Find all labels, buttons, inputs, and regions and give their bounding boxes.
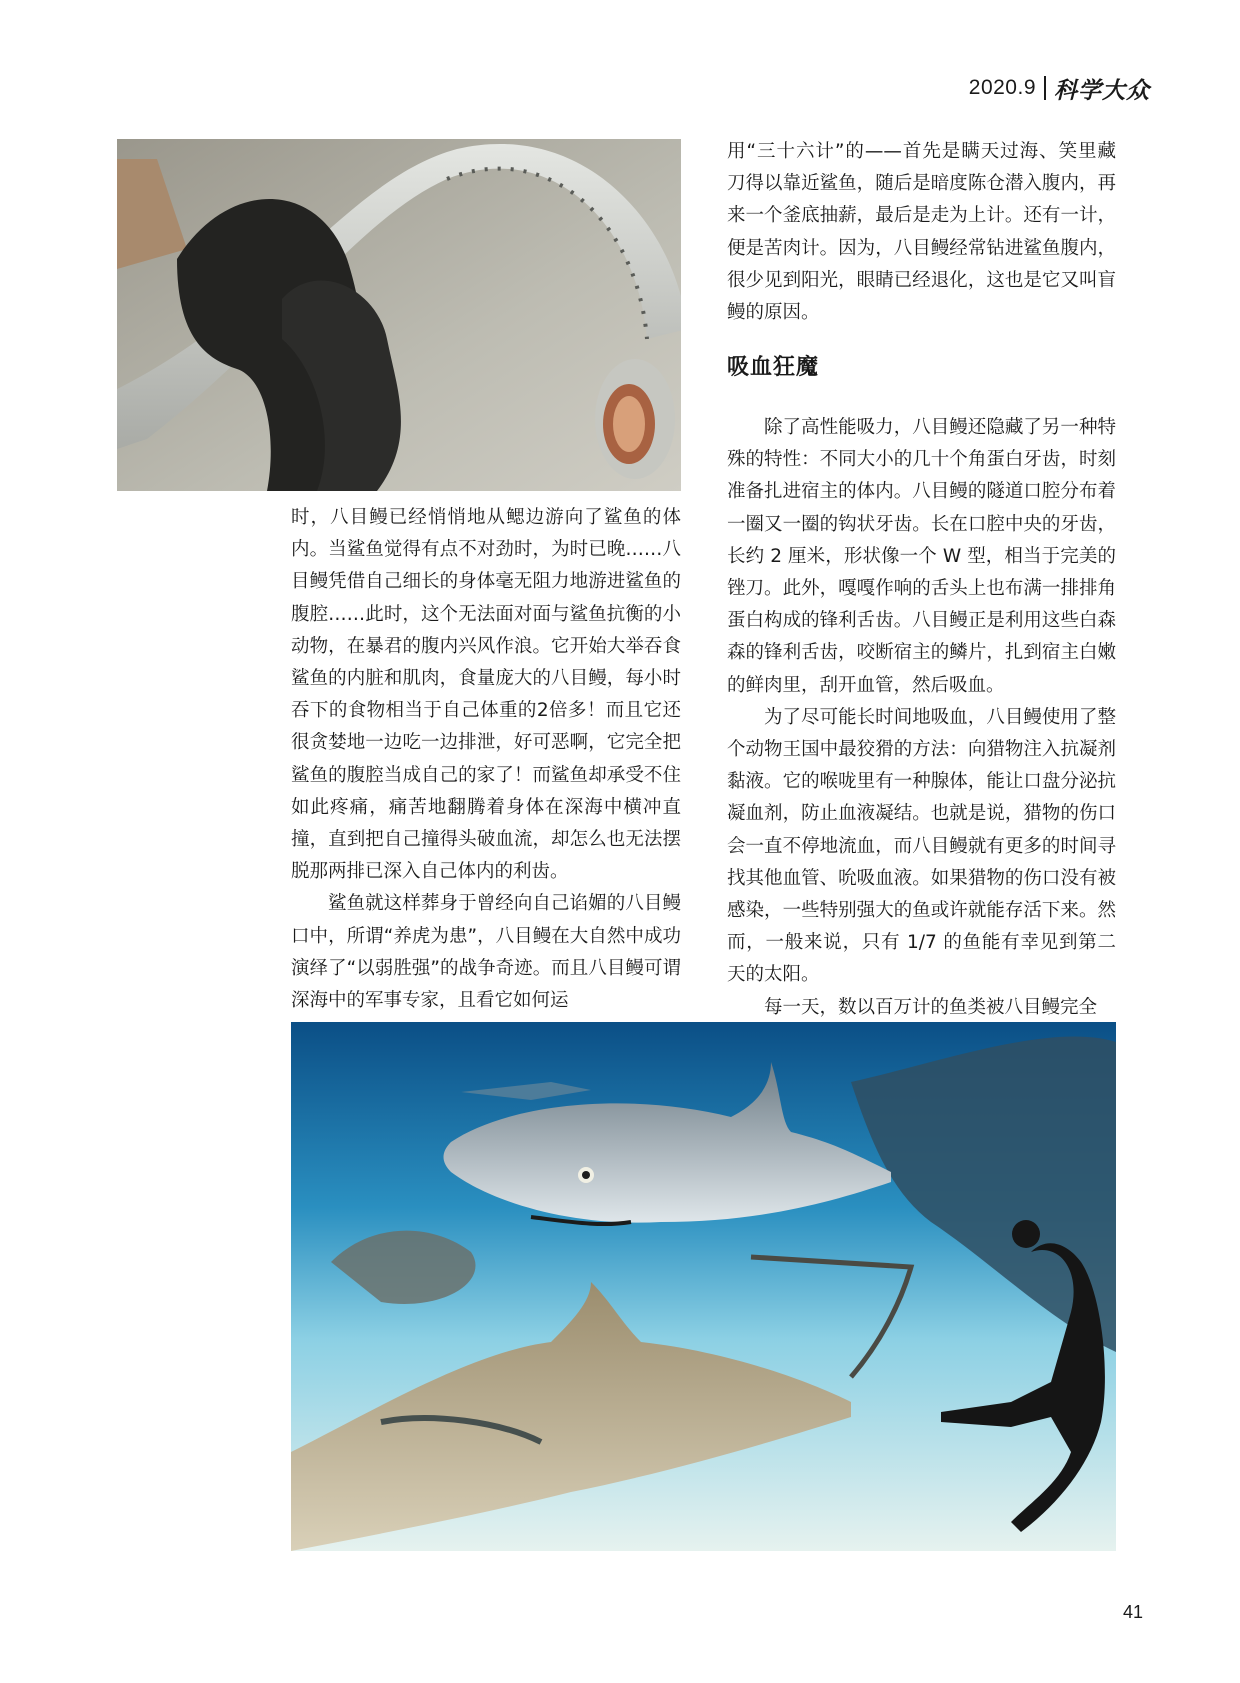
paragraph: 鲨鱼就这样葬身于曾经向自己谄媚的八目鳗口中，所谓“养虎为患”，八目鳗在大自然中成功演绎了“以弱胜强”的战争奇迹。而且八目鳗可谓深海中的军事专家，且看它如何运 [291, 893, 681, 1012]
page-header [969, 70, 1150, 106]
section-heading: 吸血狂魔 [727, 355, 820, 380]
article-column-left [291, 502, 681, 1017]
article-column-right-top [727, 136, 1116, 329]
paragraph: 时，八目鳗已经悄悄地从鳃边游向了鲨鱼的体内。当鲨鱼觉得有点不对劲时，为时已晚……八目鳗凭借自己细长的身体毫无阻力地游进鲨鱼的腹腔……此时，这个无法面对面与鲨鱼抗衡的小动物，在暴君的腹内兴风作浪。它开始大举吞食鲨鱼的内脏和肌肉，食量庞大的八目鳗，每小时吞下的食物相当于自己体重的2倍多！而且它还很贪婪地一边吃一边排泄，好可恶啊，它完全把鲨鱼的腹腔当成自己的家了！而鲨鱼却承受不住如此疼痛，痛苦地翻腾着身体在深海中横冲直撞，直到把自己撞得头破血流，却怎么也无法摆脱那两排已深入自己体内的利齿。 [291, 507, 681, 883]
magazine-masthead: 科学大众 [1054, 76, 1150, 104]
paragraph: 用“三十六计”的——首先是瞒天过海、笑里藏刀得以靠近鲨鱼，随后是暗度陈仓潜入腹内，再来一个釜底抽薪，最后是走为上计。还有一计，便是苦肉计。因为，八目鳗经常钻进鲨鱼腹内，很少见到阳光，眼睛已经退化，这也是它又叫盲鳗的原因。 [727, 141, 1116, 324]
page-number: 41 [1122, 1602, 1143, 1622]
paragraph: 除了高性能吸力，八目鳗还隐藏了另一种特殊的特性：不同大小的几十个角蛋白牙齿，时刻准备扎进宿主的体内。八目鳗的隧道口腔分布着一圈又一圈的钩状牙齿。长在口腔中央的牙齿，长约 2 厘米，形状像一个 W 型，相当于完美的锉刀。此外，嘎嘎作响的舌头上也布满一排排角蛋白构成的锋利舌齿。八目鳗正是利用这些白森森的锋利舌齿，咬断宿主的鳞片，扎到宿主白嫩的鲜肉里，刮开血管，然后吸血。 [727, 417, 1116, 696]
paragraph: 为了尽可能长时间地吸血，八目鳗使用了整个动物王国中最狡猾的方法：向猎物注入抗凝剂黏液。它的喉咙里有一种腺体，能让口盘分泌抗凝血剂，防止血液凝结。也就是说，猎物的伤口会一直不停地流血，而八目鳗就有更多的时间寻找其他血管、吮吸血液。如果猎物的伤口没有被感染，一些特别强大的鱼或许就能存活下来。然而，一般来说，只有 1/7 的鱼能有幸见到第二天的太阳。 [727, 706, 1116, 986]
shark-diver-photo [291, 1022, 1116, 1551]
article-column-right-body [727, 412, 1116, 1024]
lamprey-photo [117, 139, 681, 491]
header-divider [1044, 76, 1046, 100]
issue-date: 2020.9 [968, 76, 1036, 99]
paragraph: 每一天，数以百万计的鱼类被八目鳗完全 [764, 996, 1098, 1018]
